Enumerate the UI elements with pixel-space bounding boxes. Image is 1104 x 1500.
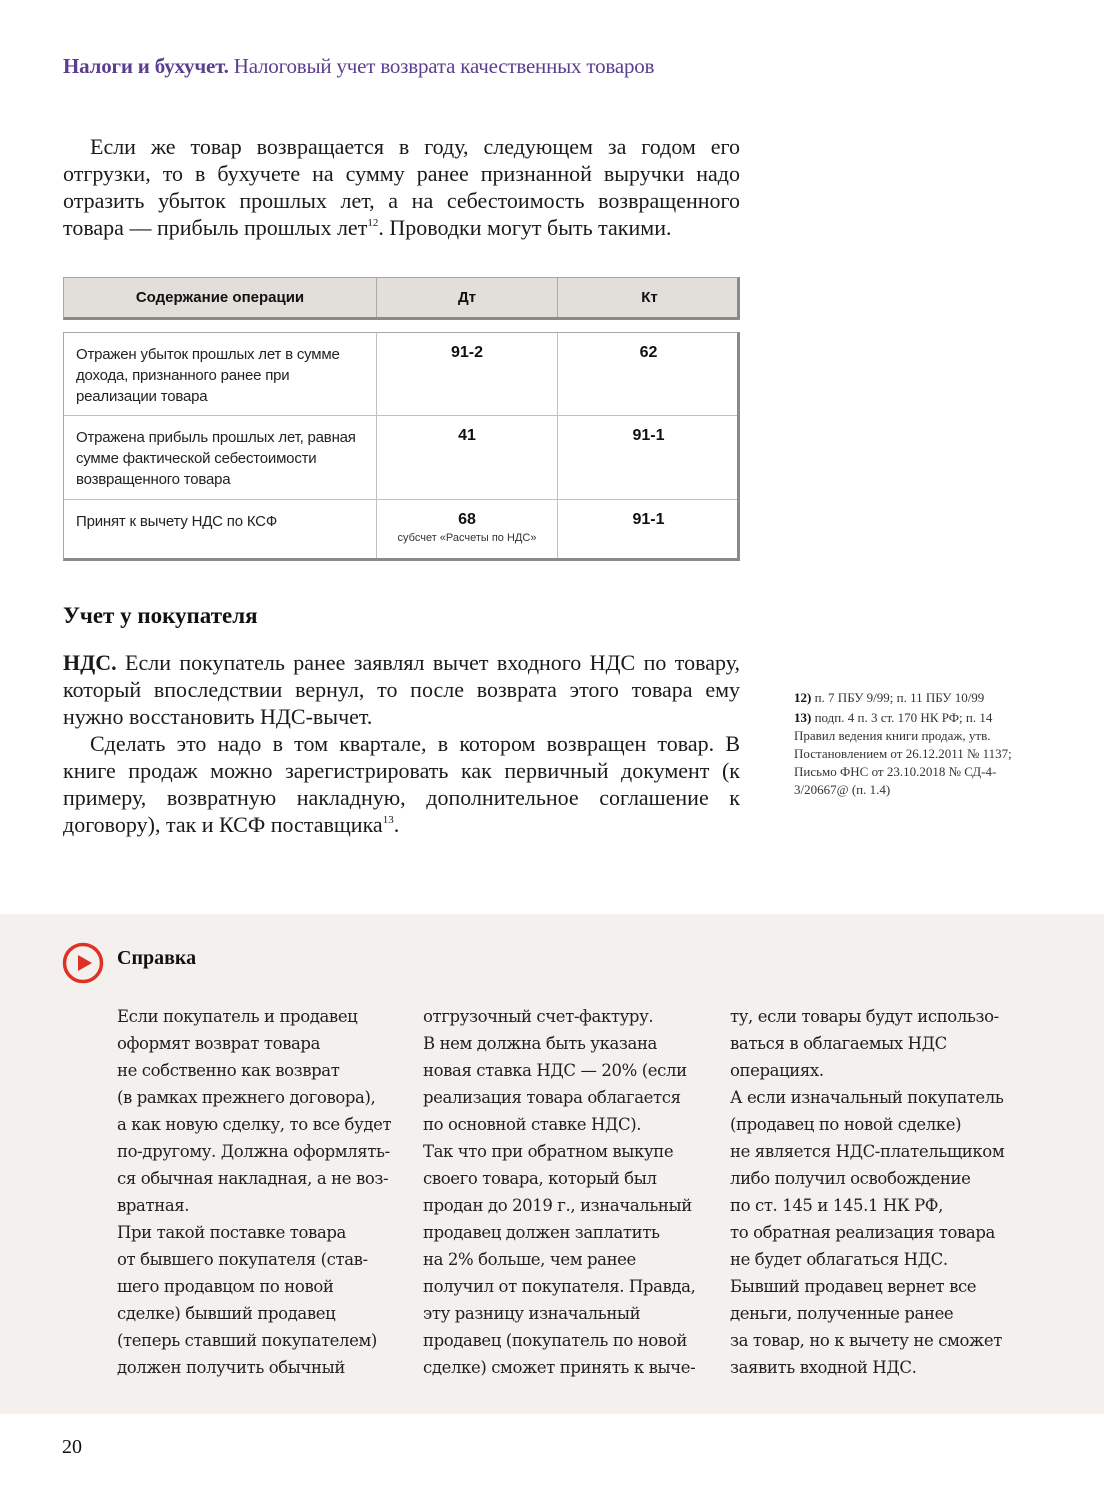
- intro-paragraph: [63, 133, 740, 241]
- footnote-number: 13): [794, 710, 812, 725]
- ref-line: (в рамках прежнего договора),: [117, 1088, 376, 1107]
- header-section: Налоги и бухучет.: [63, 54, 229, 78]
- table-row: [64, 333, 737, 416]
- ref-line: деньги, полученные ранее: [730, 1304, 954, 1323]
- cell-debit: [377, 416, 558, 499]
- ref-line: по ст. 145 и 145.1 НК РФ,: [730, 1196, 943, 1215]
- ref-line: не будет облагаться НДС.: [730, 1250, 948, 1269]
- cell-debit: [377, 333, 558, 415]
- ref-line: Так что при обратном выкупе: [423, 1142, 674, 1161]
- ref-line: получил от покупателя. Правда,: [423, 1277, 696, 1296]
- table-row: [64, 500, 737, 558]
- ref-line: (теперь ставший покупателем): [117, 1331, 377, 1350]
- footnote-ref-12[interactable]: 12: [367, 217, 379, 229]
- footnote-13: [794, 709, 1024, 799]
- debit-subaccount-note: субсчет «Расчеты по НДС»: [397, 532, 537, 544]
- debit-account: 68: [458, 511, 476, 528]
- debit-account: 41: [458, 427, 476, 444]
- sidebar-footnotes: [794, 689, 1024, 801]
- ref-line: При такой поставке товара: [117, 1223, 346, 1242]
- paragraph-lead: НДС.: [63, 650, 117, 675]
- ref-line: заявить входной НДС.: [730, 1358, 917, 1377]
- ref-line: продавец (покупатель по новой: [423, 1331, 687, 1350]
- ref-line: шего продавцом по новой: [117, 1277, 334, 1296]
- header-title: Налоговый учет возврата качественных товаров: [233, 54, 655, 78]
- play-circle-icon: [62, 942, 104, 984]
- ref-line: оформят возврат товара: [117, 1034, 321, 1053]
- ref-line: реализация товара облагается: [423, 1088, 681, 1107]
- ref-line: эту разницу изначальный: [423, 1304, 641, 1323]
- intro-text: Если же товар возвращается в году, следующем за годом его отгрузки, то в бухучете на сумму ранее признанной выручки надо отразить убыток прошлых лет, а на себестоимость возвращенного товара — прибыль прошлых лет: [63, 134, 740, 240]
- ref-line: продан до 2019 г., изначальный: [423, 1196, 692, 1215]
- reference-column-1: [117, 1003, 417, 1381]
- ref-line: А если изначальный покупатель: [730, 1088, 1004, 1107]
- ref-line: Если покупатель и продавец: [117, 1007, 358, 1026]
- postings-table: [63, 277, 740, 561]
- ref-line: ся обычная накладная, а не воз-: [117, 1169, 389, 1188]
- running-header: [63, 54, 654, 79]
- debit-account: 91-2: [450, 344, 484, 361]
- cell-operation: Отражен убыток прошлых лет в сумме дохода, признанного ранее при реализации товара: [64, 333, 377, 415]
- ref-line: новая ставка НДС — 20% (если: [423, 1061, 687, 1080]
- table-row: [64, 416, 737, 500]
- ref-line: отгрузочный счет-фактуру.: [423, 1007, 654, 1026]
- ref-line: не является НДС-плательщиком: [730, 1142, 1005, 1161]
- footnote-ref-13[interactable]: 13: [382, 814, 394, 826]
- buyer-section-text: [63, 649, 740, 838]
- table-body: [63, 332, 740, 561]
- ref-line: операциях.: [730, 1061, 824, 1080]
- footnote-number: 12): [794, 690, 812, 705]
- ref-line: сделке) сможет принять к выче-: [423, 1358, 696, 1377]
- reference-box: [0, 914, 1104, 1414]
- paragraph-end: .: [393, 812, 400, 837]
- col-header-debit: Дт: [377, 278, 558, 317]
- ref-line: должен получить обычный: [117, 1358, 345, 1377]
- ref-line: В нем должна быть указана: [423, 1034, 657, 1053]
- ref-line: сделке) бывший продавец: [117, 1304, 336, 1323]
- ref-line: ваться в облагаемых НДС: [730, 1034, 947, 1053]
- ref-line: на 2% больше, чем ранее: [423, 1250, 636, 1269]
- cell-credit: 62: [639, 344, 658, 361]
- cell-operation: Отражена прибыль прошлых лет, равная сумме фактической себестоимости возвращенного товара: [64, 416, 377, 499]
- ref-line: не собственно как возврат: [117, 1061, 340, 1080]
- page-number: 20: [62, 1436, 82, 1458]
- ref-line: своего товара, который был: [423, 1169, 657, 1188]
- cell-credit: 91-1: [632, 511, 665, 528]
- ref-line: либо получил освобождение: [730, 1169, 971, 1188]
- reference-column-2: [423, 1003, 723, 1381]
- cell-credit: 91-1: [632, 427, 665, 444]
- col-header-credit: Кт: [641, 289, 658, 306]
- footnote-text: п. 7 ПБУ 9/99; п. 11 ПБУ 10/99: [811, 690, 985, 705]
- cell-operation: Принят к вычету НДС по КСФ: [64, 500, 377, 558]
- section-title: Учет у покупателя: [63, 603, 258, 628]
- ref-line: а как новую сделку, то все будет: [117, 1115, 392, 1134]
- ref-line: то обратная реализация товара: [730, 1223, 995, 1242]
- ref-line: Бывший продавец вернет все: [730, 1277, 977, 1296]
- paragraph-text: Если покупатель ранее заявлял вычет входного НДС по товару, который впоследствии вернул, то после возврата этого товара ему нужно восстановить НДС-вычет.: [63, 650, 740, 729]
- ref-line: от бывшего покупателя (став-: [117, 1250, 368, 1269]
- scalloped-edge: [0, 908, 1104, 916]
- ref-line: (продавец по новой сделке): [730, 1115, 962, 1134]
- ref-line: по-другому. Должна оформлять-: [117, 1142, 390, 1161]
- ref-line: ту, если товары будут использо-: [730, 1007, 999, 1026]
- table-header: [63, 277, 740, 320]
- ref-line: за товар, но к вычету не сможет: [730, 1331, 1002, 1350]
- ref-line: по основной ставке НДС).: [423, 1115, 642, 1134]
- reference-column-3: [730, 1003, 1030, 1381]
- paragraph-text: Сделать это надо в том квартале, в котором возвращен товар. В книге продаж можно зарегистрировать как первичный документ (к примеру, возвратную накладную, дополнительное соглашение к договору), так и КСФ поставщика: [63, 731, 740, 837]
- reference-title: Справка: [117, 947, 197, 969]
- col-header-operation: Содержание операции: [64, 278, 377, 317]
- ref-line: вратная.: [117, 1196, 190, 1215]
- cell-debit: [377, 500, 558, 558]
- footnote-12: [794, 689, 1024, 707]
- intro-text-end: . Проводки могут быть такими.: [378, 215, 672, 240]
- ref-line: продавец должен заплатить: [423, 1223, 660, 1242]
- footnote-text: подп. 4 п. 3 ст. 170 НК РФ; п. 14 Правил ведения книги продаж, утв. Постановлением от 26.12.2011 № 1137; Письмо ФНС от 23.10.2018 № СД-4-3/20667@ (п. 1.4): [794, 710, 1012, 797]
